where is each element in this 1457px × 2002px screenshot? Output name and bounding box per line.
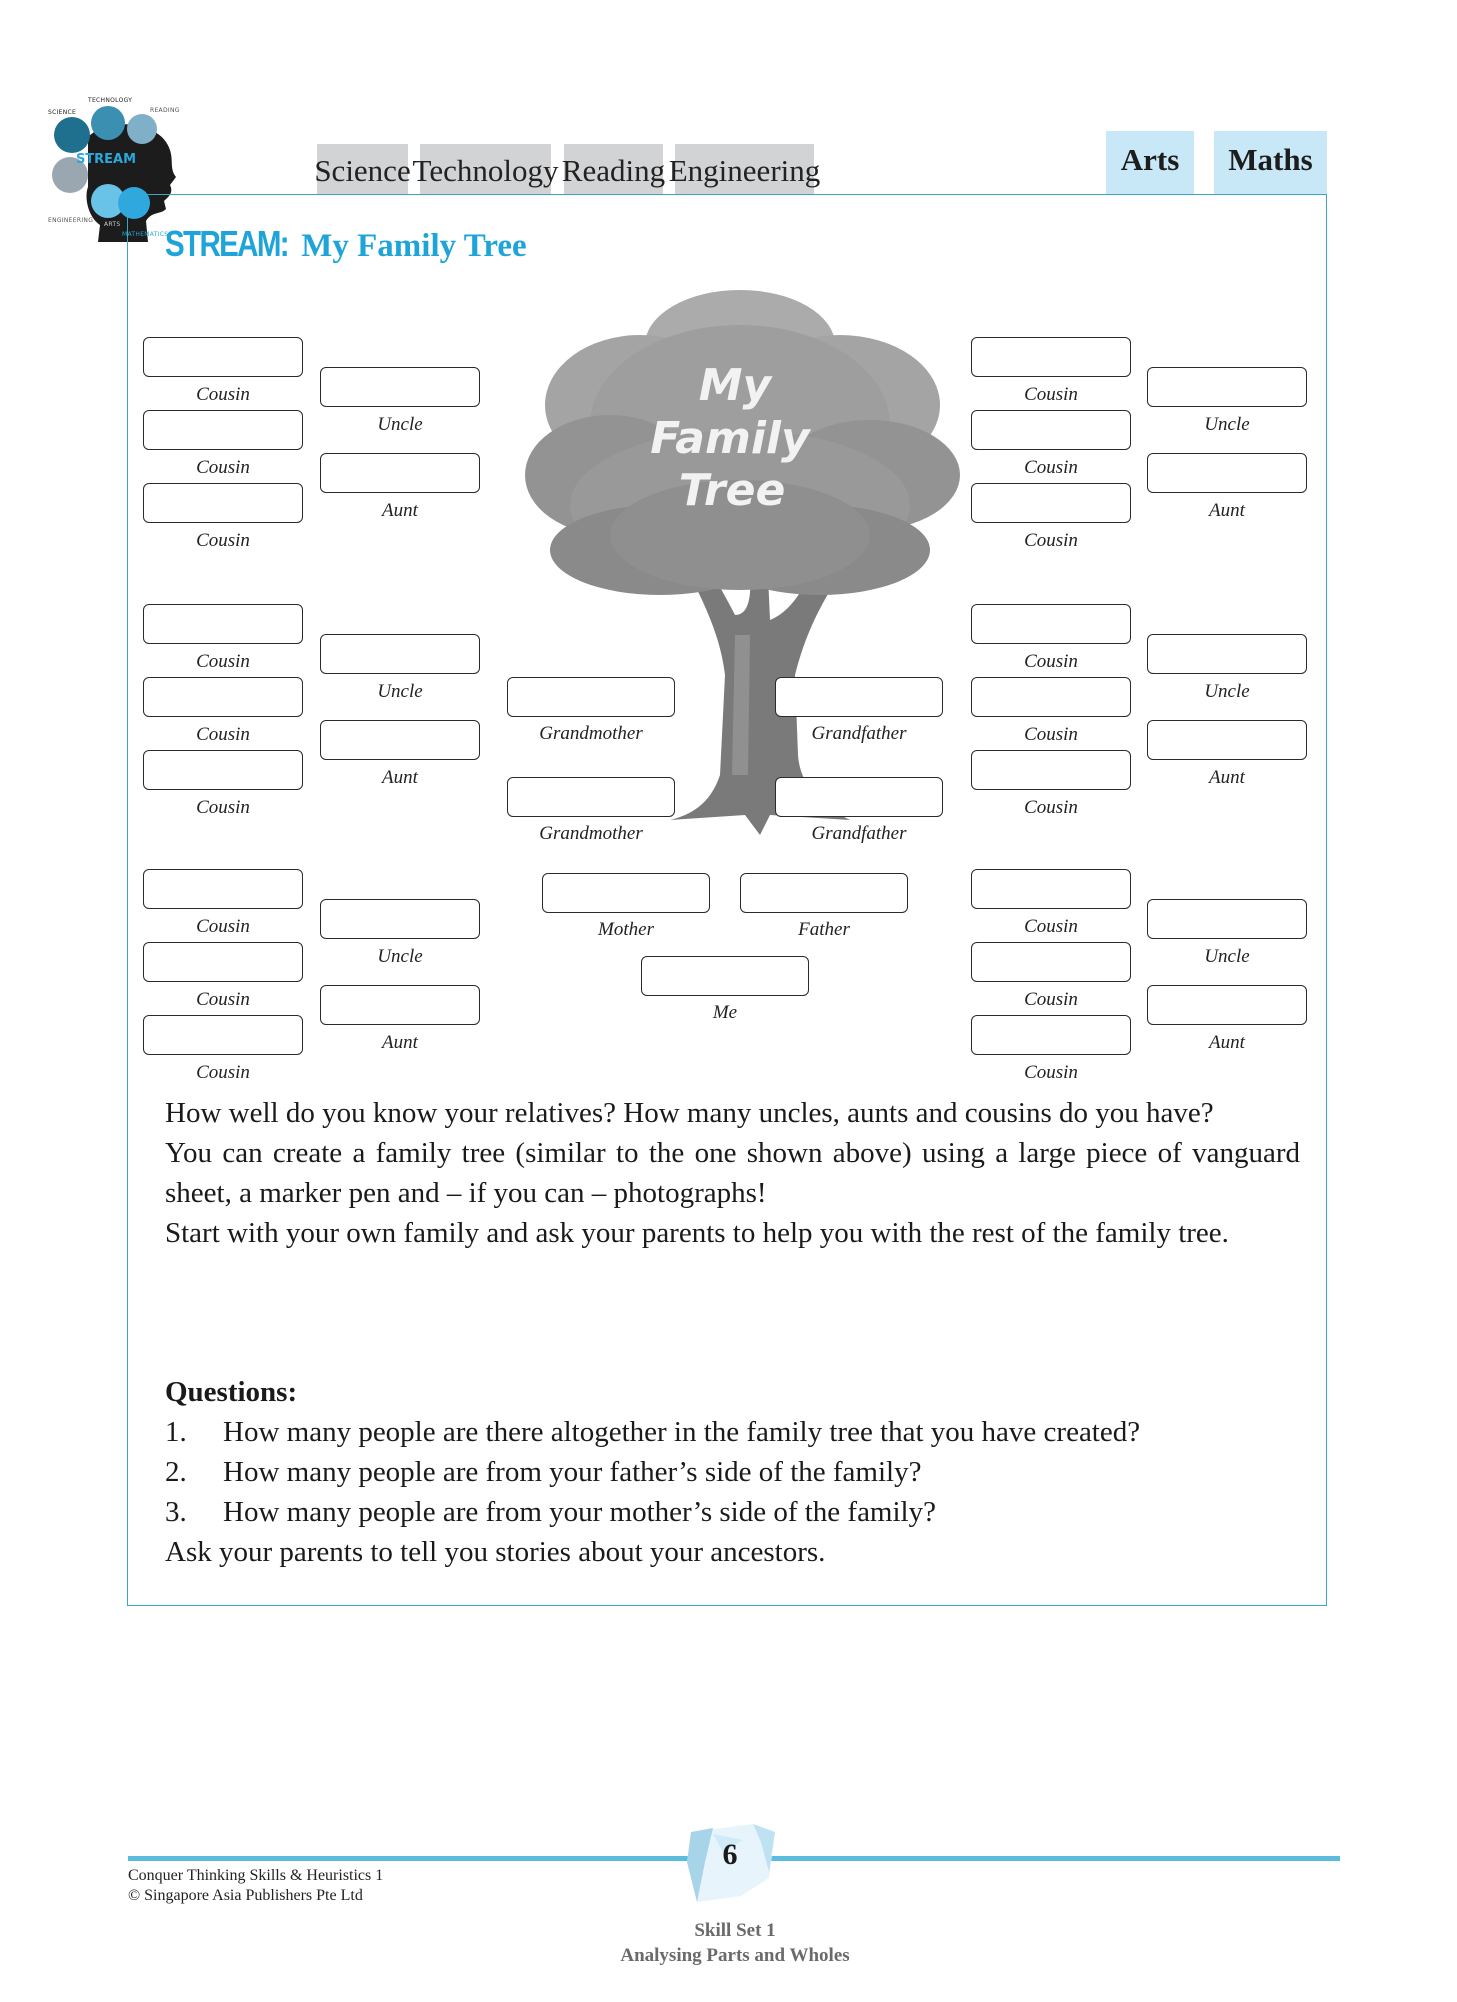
aunt-box[interactable] [1147, 720, 1307, 760]
aunt-box[interactable] [320, 985, 480, 1025]
cousin-label: Cousin [1024, 457, 1078, 478]
questions-section [165, 1372, 1315, 1572]
uncle-box[interactable] [320, 634, 480, 674]
question-number: 3. [165, 1496, 187, 1528]
cousin-label: Cousin [1024, 384, 1078, 405]
uncle-box[interactable] [1147, 899, 1307, 939]
logo-label-reading: READING [150, 107, 180, 114]
cousin-label: Cousin [196, 797, 250, 818]
cousin-box[interactable] [971, 483, 1131, 523]
paragraph: Start with your own family and ask your parents to help you with the rest of the family tree. [165, 1217, 1229, 1249]
uncle-box[interactable] [1147, 634, 1307, 674]
logo-label-science: SCIENCE [48, 109, 77, 116]
cousin-box[interactable] [971, 942, 1131, 982]
grandfather-label: Grandfather [811, 823, 907, 844]
grandmother-label: Grandmother [539, 823, 643, 844]
grandfather-box[interactable] [775, 777, 943, 817]
me-label: Me [712, 1002, 738, 1023]
cousin-label: Cousin [1024, 530, 1078, 551]
uncle-box[interactable] [320, 899, 480, 939]
aunt-label: Aunt [382, 1032, 418, 1053]
grandfather-box[interactable] [775, 677, 943, 717]
svg-text:STREAM: STREAM [75, 152, 137, 167]
grandmother-label: Grandmother [539, 723, 643, 744]
cousin-label: Cousin [1024, 1062, 1078, 1083]
paragraph: You can create a family tree (similar to the one shown above) using a large piece of vanguard sheet, a marker pen and – if you can – photographs! [165, 1137, 1300, 1209]
father-label: Father [798, 919, 850, 940]
cousin-box[interactable] [143, 337, 303, 377]
svg-text:Family: Family [650, 413, 810, 464]
skill-set-caption [560, 1918, 910, 1968]
page-number: 6 [722, 1838, 738, 1871]
cousin-box[interactable] [143, 750, 303, 790]
skill-set: Skill Set 1 [694, 1920, 776, 1941]
cousin-label: Cousin [1024, 916, 1078, 937]
cousin-box[interactable] [143, 604, 303, 644]
aunt-box[interactable] [320, 720, 480, 760]
uncle-label: Uncle [377, 681, 423, 702]
cousin-box[interactable] [143, 677, 303, 717]
question-text: How many people are there altogether in the family tree that you have created? [223, 1416, 1141, 1448]
instructions [165, 1093, 1300, 1253]
mother-box[interactable] [542, 873, 710, 913]
cousin-label: Cousin [1024, 651, 1078, 672]
grandfather-label: Grandfather [811, 723, 907, 744]
uncle-label: Uncle [377, 946, 423, 967]
page-title [165, 222, 527, 268]
question-number: 1. [165, 1416, 187, 1448]
cousin-label: Cousin [196, 651, 250, 672]
uncle-label: Uncle [1204, 681, 1250, 702]
me-box[interactable] [641, 956, 809, 996]
cousin-box[interactable] [143, 483, 303, 523]
tab-arts[interactable]: Arts [1106, 131, 1194, 194]
aunt-label: Aunt [1209, 500, 1245, 521]
skill-name: Analysing Parts and Wholes [620, 1945, 850, 1966]
mother-label: Mother [598, 919, 654, 940]
cousin-label: Cousin [1024, 797, 1078, 818]
cousin-box[interactable] [143, 410, 303, 450]
tree-icon [520, 275, 960, 835]
aunt-box[interactable] [1147, 453, 1307, 493]
cousin-label: Cousin [196, 989, 250, 1010]
aunt-label: Aunt [1209, 767, 1245, 788]
aunt-label: Aunt [382, 500, 418, 521]
cousin-box[interactable] [971, 869, 1131, 909]
logo-label-technology: TECHNOLOGY [88, 97, 133, 104]
uncle-box[interactable] [1147, 367, 1307, 407]
tab-technology[interactable]: Technology [420, 144, 551, 194]
family-tree-graphic [520, 275, 960, 835]
tab-science[interactable]: Science [317, 144, 408, 194]
copyright: © Singapore Asia Publishers Pte Ltd [128, 1887, 363, 1904]
aunt-label: Aunt [382, 767, 418, 788]
cousin-box[interactable] [971, 750, 1131, 790]
paragraph: How well do you know your relatives? How many uncles, aunts and cousins do you have? [165, 1097, 1214, 1129]
uncle-box[interactable] [320, 367, 480, 407]
uncle-label: Uncle [1204, 414, 1250, 435]
cousin-label: Cousin [196, 916, 250, 937]
question-text: How many people are from your mother’s side of the family? [223, 1496, 936, 1528]
svg-text:Tree: Tree [678, 465, 786, 516]
tab-reading[interactable]: Reading [564, 144, 663, 194]
question-item [165, 1452, 1315, 1492]
cousin-box[interactable] [971, 677, 1131, 717]
logo-label-engineering: ENGINEERING [48, 217, 94, 224]
cousin-box[interactable] [971, 604, 1131, 644]
cousin-label: Cousin [1024, 989, 1078, 1010]
cousin-box[interactable] [971, 1015, 1131, 1055]
logo-label-arts: ARTS [104, 221, 121, 228]
cousin-label: Cousin [196, 530, 250, 551]
question-item [165, 1412, 1315, 1452]
cousin-box[interactable] [143, 1015, 303, 1055]
tab-engineering[interactable]: Engineering [675, 144, 814, 194]
grandmother-box[interactable] [507, 677, 675, 717]
uncle-label: Uncle [377, 414, 423, 435]
aunt-box[interactable] [1147, 985, 1307, 1025]
closing-line: Ask your parents to tell you stories about your ancestors. [165, 1536, 826, 1568]
cousin-box[interactable] [971, 410, 1131, 450]
cousin-box[interactable] [971, 337, 1131, 377]
cousin-box[interactable] [143, 869, 303, 909]
logo-label-mathematics: MATHEMATICS [122, 231, 169, 238]
question-item [165, 1492, 1315, 1532]
uncle-label: Uncle [1204, 946, 1250, 967]
father-box[interactable] [740, 873, 908, 913]
title-text: My Family Tree [293, 228, 527, 264]
grandmother-box[interactable] [507, 777, 675, 817]
cousin-label: Cousin [196, 457, 250, 478]
question-number: 2. [165, 1456, 187, 1488]
cousin-label: Cousin [196, 724, 250, 745]
question-text: How many people are from your father’s side of the family? [223, 1456, 922, 1488]
footer-credits [128, 1866, 383, 1906]
questions-heading: Questions: [165, 1376, 298, 1408]
aunt-box[interactable] [320, 453, 480, 493]
cousin-label: Cousin [1024, 724, 1078, 745]
cousin-label: Cousin [196, 1062, 250, 1083]
tab-maths[interactable]: Maths [1214, 131, 1327, 194]
book-title: Conquer Thinking Skills & Heuristics 1 [128, 1867, 384, 1884]
aunt-label: Aunt [1209, 1032, 1245, 1053]
title-prefix: STREAM: [165, 223, 288, 264]
svg-text:My: My [698, 360, 772, 411]
cousin-box[interactable] [143, 942, 303, 982]
cousin-label: Cousin [196, 384, 250, 405]
